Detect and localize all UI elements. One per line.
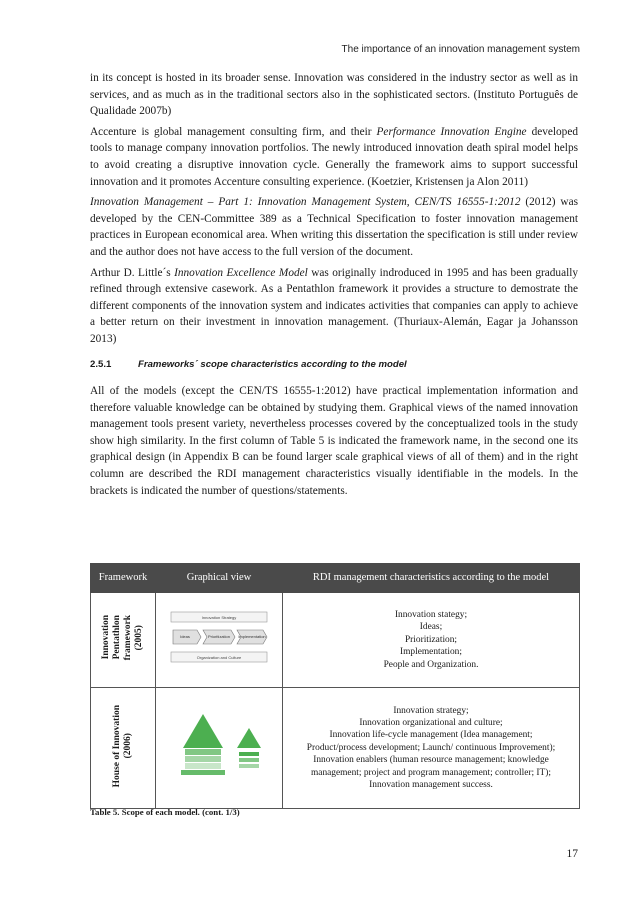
diagram-label: Organization and Culture [196,654,242,660]
running-header: The importance of an innovation management system [341,44,580,55]
scope-table [90,563,580,809]
page-number: 17 [566,848,578,860]
characteristics-cell: Innovation stategy; Ideas; Prioritization; Implementation; People and Organization. [283,593,580,688]
table-row [91,688,580,809]
framework-name: Innovation Pentathlon framework (2005) [101,615,144,661]
graphical-view-cell [156,593,283,688]
diagram-label: Prioritization [207,633,231,639]
graphical-view-cell [156,688,283,809]
section-heading [90,357,578,374]
diagram-label: Ideas [180,633,190,639]
paragraph: Accenture is global management consulting firm, and their Performance Innovation Engine developed tools to manage company innovation portfolios. The newly introduced innovation death spiral model helps to avoid creating a disruptive innovation cycle. Generally the framework aims to support successful innovation and it promotes Accenture consulting experience. (Koetzier, Kristensen ja Alon 2011) [90,125,578,188]
body-text [90,70,578,503]
characteristics-cell: Innovation strategy; Innovation organizational and culture; Innovation life-cycle management (Idea management; Product/process development; Launch/ continuous Improvement); Innovation enablers (human resource management; knowledge management; project and program management; controller; IT); Innovation management success. [283,688,580,809]
header-graphical-view: Graphical view [156,564,283,593]
paragraph: in its concept is hosted in its broader sense. Innovation was considered in the industry sector as well as in services, and as much as in the traditional sectors also in the sophisticated sectors. (Instituto Português de Qualidade 2007b) [90,72,578,118]
framework-cell [91,593,156,688]
pentathlon-diagram [169,608,269,668]
table-caption: Table 5. Scope of each model. (cont. 1/3) [90,807,240,817]
framework-name: House of Innovation (2006) [112,704,133,787]
framework-cell [91,688,156,809]
table-row [91,593,580,688]
paragraph: Arthur D. Little´s Innovation Excellence Model was originally indroduced in 1995 and has been gradually refined through extensive casework. As a Pentathlon framework it provides a structure to demostrate the different components of the innovation system and indicates activities that companies can apply to achieve a better return on their investment in innovation management. (Thuriaux-Alemán, Eagar ja Johansson 2013) [90,266,579,345]
diagram-label: Innovation Strategy [201,614,237,620]
header-framework: Framework [91,564,156,593]
table-header-row [91,564,580,593]
paragraph: All of the models (except the CEN/TS 16555-1:2012) have practical implementation information and therefore valuable knowledge can be obtained by studying them. Graphical views of the named innovation management tools present variety, nevertheless processes covered by the conceptualized tools in the study show high similarity. In the first column of Table 5 is indicated the framework name, in the second one its graphical design (in Appendix B can be found larger scale graphical views of all of them) and in the right column are described the RDI management characteristics visually identifiable in the models. In the brackets is indicated the number of questions/statements. [90,385,578,497]
paragraph: Innovation Management – Part 1: Innovation Management System, CEN/TS 16555-1:2012 (2012) was developed by the CEN-Committee 389 as a Technical Specification to foster innovation management practices in European economical area. When writing this dissertation the specification is still under review and the author does not have access to the full version of the document. [90,196,578,258]
header-characteristics: RDI management characteristics according to the model [283,564,580,593]
section-title: Frameworks´ scope characteristics according to the model [138,358,407,370]
section-number: 2.5.1 [90,358,112,370]
diagram-label: Implementation [238,633,266,639]
house-of-innovation-diagram [171,710,267,782]
